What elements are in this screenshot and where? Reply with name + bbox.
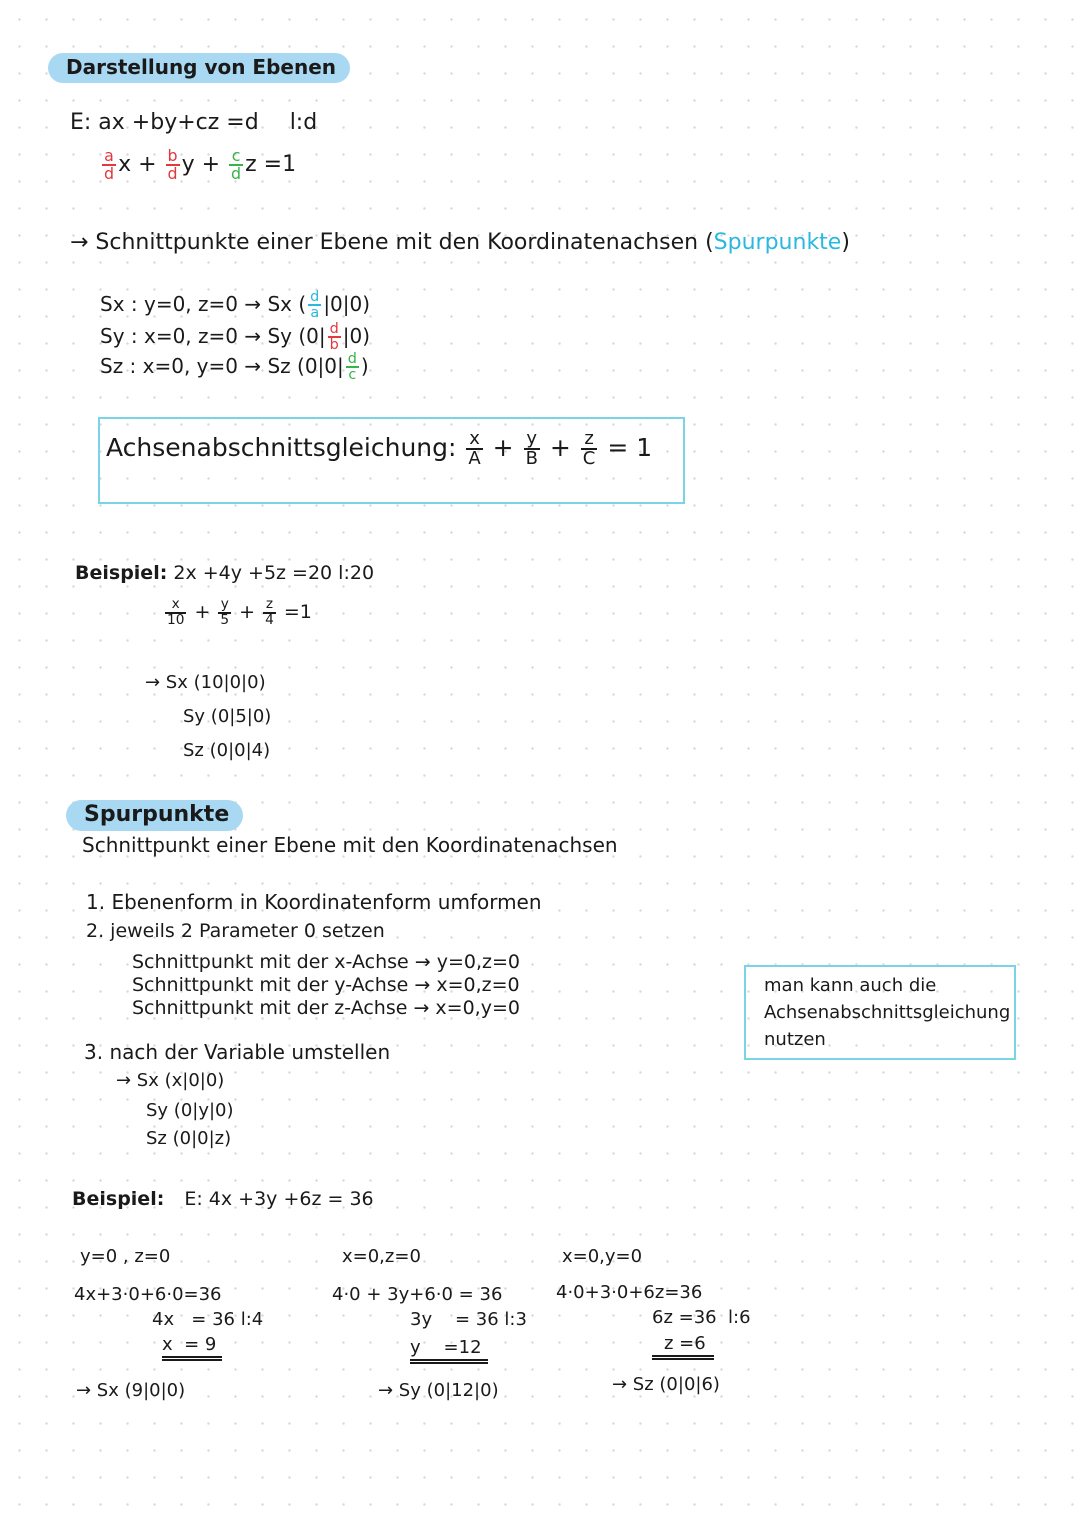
step-2-z-axis: Schnittpunkt mit der z-Achse → x=0,y=0	[132, 997, 520, 1019]
intersection-intro-term: Spurpunkte	[713, 230, 842, 255]
example2-equation-text: E: 4x +3y +6z = 36	[184, 1188, 374, 1210]
col2-line-3-text: y =12	[410, 1337, 488, 1364]
sy-derivation	[100, 322, 370, 353]
intercept-equation-rhs: = 1	[607, 433, 653, 462]
intersection-intro-close: )	[841, 230, 850, 255]
fraction-y-over-b: $\frac{y}{B}$	[525, 428, 538, 469]
example2-equation	[72, 1188, 374, 1210]
sx-derivation	[100, 290, 370, 321]
plane-equation-divide: l:d	[289, 110, 318, 135]
example1-sy: Sy (0|5|0)	[183, 706, 272, 727]
fraction-c-over-d: $\frac{c}{d}$	[231, 146, 242, 183]
example1-fractions-rhs: =1	[283, 601, 312, 624]
col1-line-3	[162, 1334, 222, 1361]
normalized-equation-rhs: =1	[263, 151, 297, 177]
step-3-sz: Sz (0|0|z)	[146, 1128, 232, 1149]
col3-line-2: 6z =36 l:6	[652, 1307, 751, 1328]
col2-condition: x=0,z=0	[342, 1246, 421, 1267]
col3-result: → Sz (0|0|6)	[612, 1374, 720, 1395]
intersection-intro-text: → Schnittpunkte einer Ebene mit den Koordinatenachsen (	[70, 230, 714, 255]
intercept-equation-label: Achsenabschnittsgleichung:	[106, 433, 457, 462]
step-2-x-axis: Schnittpunkt mit der x-Achse → y=0,z=0	[132, 951, 520, 973]
note-line-3: nutzen	[764, 1029, 826, 1050]
fraction-d-over-a: $\frac{d}{a}$	[310, 289, 320, 322]
col2-line-2: 3y = 36 l:3	[410, 1309, 527, 1330]
intercept-equation: Achsenabschnittsgleichung: $\frac{x}{A}$ + $\frac{y}{B}$ + $\frac{z}{C}$ = 1	[106, 428, 653, 469]
col1-result: → Sx (9|0|0)	[76, 1380, 186, 1401]
example1-equation-text: 2x +4y +5z =20 l:20	[173, 562, 375, 584]
section-title-ebenen: Darstellung von Ebenen	[48, 53, 350, 83]
col3-line-1: 4·0+3·0+6z=36	[556, 1282, 703, 1303]
col3-line-3-text: z =6	[652, 1333, 714, 1360]
plane-equation	[70, 110, 317, 135]
col2-line-1: 4·0 + 3y+6·0 = 36	[332, 1284, 503, 1305]
col3-line-3	[652, 1333, 714, 1360]
example1-sx: → Sx (10|0|0)	[145, 672, 266, 693]
step-2: 2. jeweils 2 Parameter 0 setzen	[86, 920, 385, 942]
spurpunkte-subtitle: Schnittpunkt einer Ebene mit den Koordinatenachsen	[82, 833, 618, 857]
step-3-sy: Sy (0|y|0)	[146, 1100, 234, 1121]
example2-label: Beispiel:	[72, 1188, 165, 1210]
step-3: 3. nach der Variable umstellen	[84, 1040, 391, 1064]
sy-derivation-text: Sy : x=0, z=0 → Sy (0|	[100, 323, 326, 348]
col3-condition: x=0,y=0	[562, 1246, 643, 1267]
col1-line-3-text: x = 9	[162, 1334, 222, 1361]
col1-condition: y=0 , z=0	[80, 1246, 171, 1267]
normalized-equation: $\frac{a}{d}$ x + $\frac{b}{d}$ y + $\frac{c}{d}$ z =1	[104, 146, 297, 183]
note-line-1: man kann auch die	[764, 975, 937, 996]
sz-derivation-end: )	[360, 353, 369, 378]
section-title-spurpunkte: Spurpunkte	[66, 800, 243, 831]
step-3-sx: → Sx (x|0|0)	[116, 1070, 225, 1091]
example1-label: Beispiel:	[75, 562, 168, 584]
intersection-intro	[70, 230, 850, 255]
col2-result: → Sy (0|12|0)	[378, 1380, 499, 1401]
example1-equation	[75, 562, 374, 584]
note-line-2: Achsenabschnittsgleichung	[764, 1002, 1011, 1023]
col1-line-1: 4x+3·0+6·0=36	[74, 1284, 222, 1305]
note-text	[764, 972, 1010, 1053]
fraction-b-over-d: $\frac{b}{d}$	[167, 146, 178, 183]
plane-equation-text: E: ax +by+cz =d	[70, 110, 259, 135]
fraction-d-over-c: $\frac{d}{c}$	[347, 351, 357, 384]
sz-derivation	[100, 352, 369, 383]
sx-derivation-text: Sx : y=0, z=0 → Sx (	[100, 291, 307, 316]
step-2-y-axis: Schnittpunkt mit der y-Achse → x=0,z=0	[132, 974, 520, 996]
fraction-d-over-b: $\frac{d}{b}$	[329, 321, 339, 354]
sx-derivation-end: |0|0)	[323, 291, 371, 316]
fraction-x-over-10: $\frac{x}{10}$	[167, 596, 185, 628]
sz-derivation-text: Sz : x=0, y=0 → Sz (0|0|	[100, 353, 344, 378]
step-1: 1. Ebenenform in Koordinatenform umformen	[86, 890, 542, 914]
fraction-x-over-a: $\frac{x}{A}$	[468, 428, 481, 469]
fraction-z-over-4: $\frac{z}{4}$	[265, 596, 274, 628]
example1-fractions: $\frac{x}{10}$ + $\frac{y}{5}$ + $\frac{z}{4}$ =1	[167, 596, 312, 628]
sy-derivation-end: |0)	[342, 323, 371, 348]
col1-line-2: 4x = 36 l:4	[152, 1309, 264, 1330]
fraction-z-over-c: $\frac{z}{C}$	[582, 428, 596, 469]
fraction-a-over-d: $\frac{a}{d}$	[104, 146, 115, 183]
fraction-y-over-5: $\frac{y}{5}$	[220, 596, 230, 628]
col2-line-3	[410, 1337, 488, 1364]
example1-sz: Sz (0|0|4)	[183, 740, 271, 761]
